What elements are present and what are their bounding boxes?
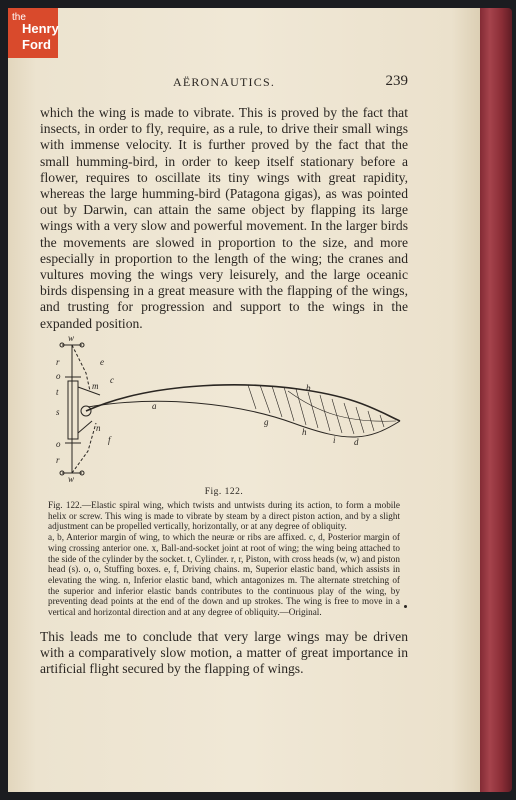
label-s: s bbox=[56, 407, 60, 417]
driving-chain-e bbox=[72, 345, 90, 391]
label-r-bottom: r bbox=[56, 455, 60, 465]
logo-ford: Ford bbox=[22, 37, 51, 52]
running-head bbox=[40, 75, 408, 91]
book-page bbox=[8, 8, 480, 792]
label-w-bottom: w bbox=[68, 474, 75, 483]
logo-the: the bbox=[12, 12, 26, 23]
label-m: m bbox=[92, 381, 99, 391]
label-r-top: r bbox=[56, 357, 60, 367]
page-number: 239 bbox=[385, 73, 408, 89]
cylinder bbox=[68, 381, 78, 439]
label-d: d bbox=[354, 437, 359, 447]
label-g: g bbox=[264, 417, 269, 427]
body-paragraph-2: This leads me to conclude that very large wings may be driven with a comparatively slow motion, a matter of great importance in artificial flight secured by the flapping of wings. bbox=[40, 629, 408, 677]
label-e: e bbox=[100, 357, 104, 367]
wing-anterior-margin bbox=[86, 385, 400, 421]
label-o-bottom: o bbox=[56, 439, 61, 449]
figure-legend bbox=[48, 500, 400, 618]
legend-paragraph-2: a, b, Anterior margin of wing, to which the neuræ or ribs are affixed. c, d, Posterior margin of wing crossing anterior one. x, Ball-and-socket joint at root of wing; the wing being attached to the side of the cylinder by the socket. t, Cylinder. r, r, Piston, with cross heads (w, w) and piston head (s). o, o, Stuffing boxes. e, f, Driving chains. m, Superior elastic band, which assists in elevating the wing. n, Inferior elastic band, which antagonizes m. The alternate stretching of the superior and inferior elastic bands contributes to the continuous play of the wing, by preventing dead points at the end of the down and up strokes. The wing is free to move in a vertical and horizontal direction and at any degree of obliquity.—Original. bbox=[48, 532, 400, 618]
logo-henry: Henry bbox=[22, 21, 59, 36]
page-header-title: AËRONAUTICS. bbox=[172, 75, 276, 89]
label-f: f bbox=[108, 435, 111, 445]
legend-paragraph-1: Fig. 122.—Elastic spiral wing, which twists and untwists during its action, to form a mobile helix or screw. This wing is made to vibrate by steam by a direct piston action, and by a slight adjustment can be propelled vertically, horizontally, or at any degree of obliquity. bbox=[48, 500, 400, 532]
driving-chain-f bbox=[72, 423, 96, 473]
label-a: a bbox=[152, 401, 157, 411]
figure-caption: Fig. 122. bbox=[204, 487, 244, 497]
margin-mark bbox=[404, 605, 407, 608]
label-h: h bbox=[302, 427, 307, 437]
label-o-top: o bbox=[56, 371, 61, 381]
book-binding bbox=[478, 8, 512, 792]
label-i: i bbox=[333, 435, 336, 445]
henry-ford-logo[interactable] bbox=[8, 8, 58, 58]
label-n: n bbox=[96, 423, 101, 433]
spiral-wing-figure bbox=[48, 333, 408, 483]
label-b: b bbox=[306, 383, 311, 393]
label-t: t bbox=[56, 387, 59, 397]
body-paragraph-1: which the wing is made to vibrate. This is proved by the fact that insects, in order to fly, require, as a rule, to drive their small wings with immense velocity. It is further proved by the fact that the small humming-bird, in order to keep itself stationary before a flower, requires to oscillate its tiny wings with great rapidity, whereas the large humming-bird (Patagona gigas), as was pointed out by Darwin, can attain the same object by flapping its large wings with a very slow and powerful movement. In the larger birds the movements are slowed in proportion to the size, and more especially in proportion to the length of the wing; the cranes and vultures moving the wings very leisurely, and the large oceanic birds dispensing in a great measure with the flapping of the wings, and trusting for progression and support to the wings in the expanded position. bbox=[40, 105, 408, 331]
inferior-elastic-band bbox=[78, 421, 92, 433]
label-w-top: w bbox=[68, 333, 75, 343]
label-c: c bbox=[110, 375, 114, 385]
